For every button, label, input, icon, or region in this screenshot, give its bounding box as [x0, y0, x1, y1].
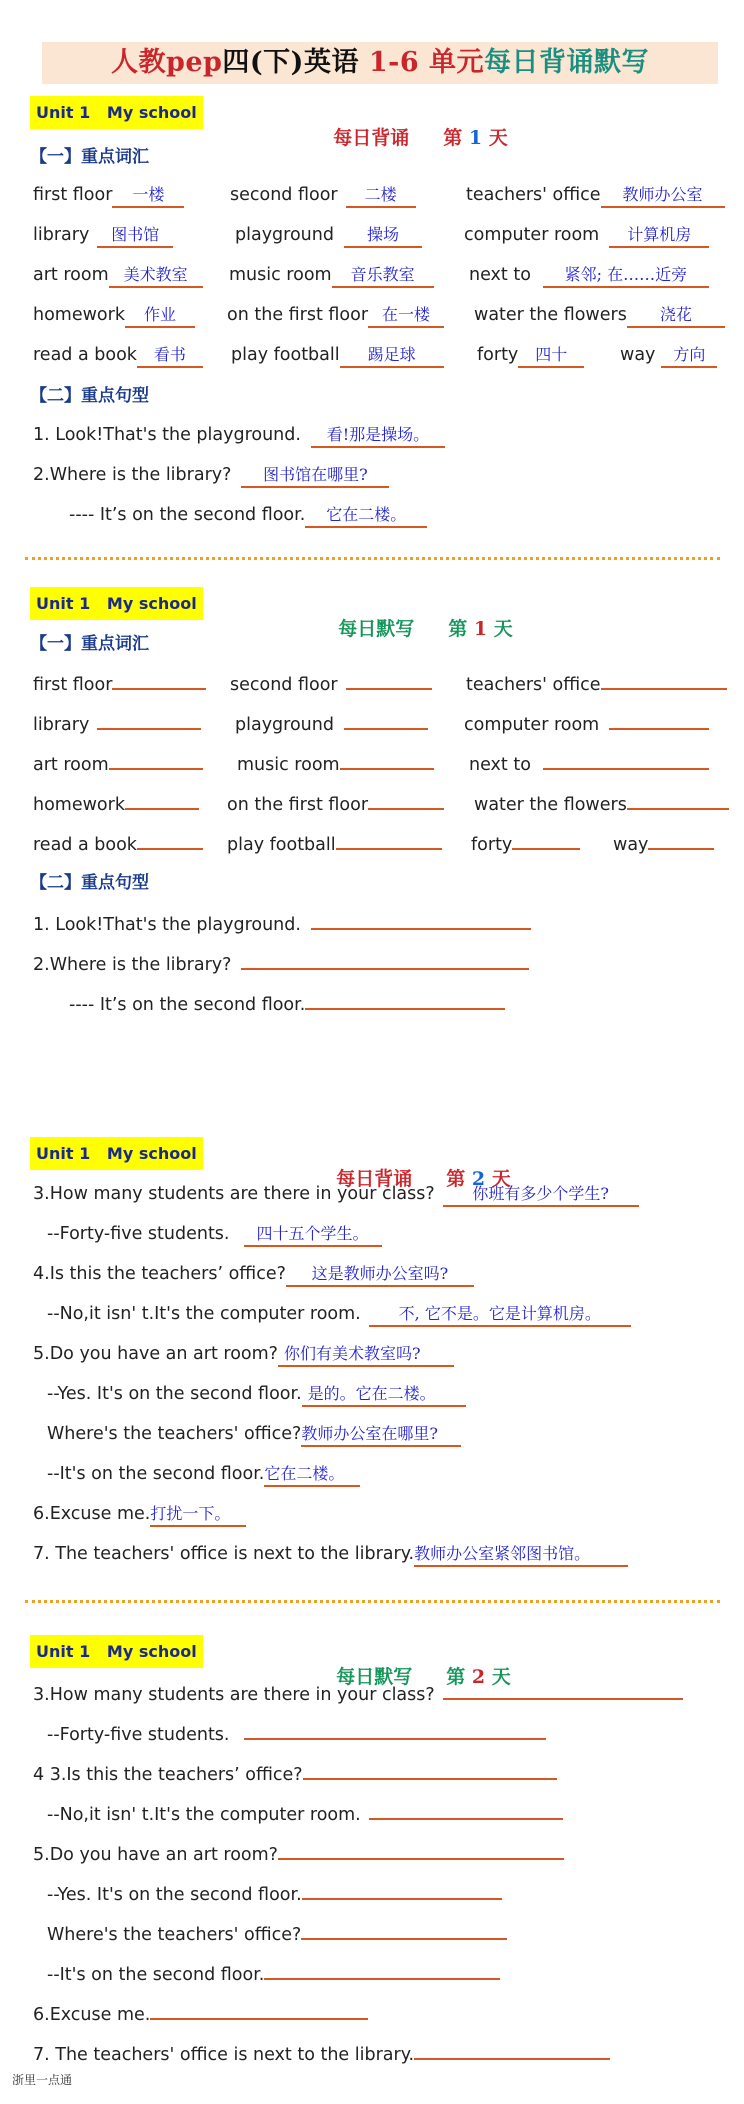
- vocab-item: computer room 计算机房: [464, 221, 709, 249]
- sentence-blank-item: 2.Where is the library?: [33, 948, 529, 976]
- vocab-item: music room 音乐教室: [229, 261, 434, 289]
- section-divider: [25, 557, 720, 560]
- unit-badge: Unit 1 My school: [30, 1635, 203, 1668]
- answer-blank[interactable]: [369, 1798, 563, 1820]
- answer-blank[interactable]: [368, 788, 444, 810]
- sentence-item: 6.Excuse me.打扰一下。: [33, 1500, 246, 1528]
- answer-blank[interactable]: [112, 668, 206, 690]
- answer-blank[interactable]: [137, 828, 203, 850]
- vocab-item: teachers' office 教师办公室: [466, 181, 725, 209]
- sentence-blank-item: 1. Look!That's the playground.: [33, 908, 531, 936]
- sentence-item: 1. Look!That's the playground. 看!那是操场。: [33, 421, 445, 449]
- vocab-item: next to 紧邻; 在……近旁: [469, 261, 709, 289]
- sentence-heading: 【二】重点句型: [30, 386, 149, 406]
- vocab-blank-item: second floor: [230, 668, 432, 696]
- answer-blank[interactable]: [336, 828, 442, 850]
- answer-blank[interactable]: [109, 748, 203, 770]
- answer-blank[interactable]: [301, 1918, 507, 1940]
- vocab-item: first floor 一楼: [33, 181, 184, 209]
- sentence-blank-item: --No,it isn' t.It's the computer room.: [47, 1798, 563, 1826]
- vocab-blank-item: homework: [33, 788, 199, 816]
- vocab-blank-item: art room: [33, 748, 203, 776]
- answer-blank[interactable]: [303, 1758, 557, 1780]
- answer-blank[interactable]: [264, 1958, 500, 1980]
- vocab-blank-item: first floor: [33, 668, 206, 696]
- sentence-blank-item: --Forty-five students.: [47, 1718, 546, 1746]
- answer-blank[interactable]: [443, 1678, 683, 1700]
- section-divider: [25, 1600, 720, 1603]
- vocab-blank-item: read a book: [33, 828, 203, 856]
- vocab-blank-item: computer room: [464, 708, 709, 736]
- sentence-blank-item: Where's the teachers' office?: [47, 1918, 507, 1946]
- sentence-item: 2.Where is the library? 图书馆在哪里?: [33, 461, 389, 489]
- sentence-blank-item: 3.How many students are there in your class?: [33, 1678, 683, 1706]
- answer-blank[interactable]: [346, 668, 432, 690]
- sentence-item: --Yes. It's on the second floor. 是的。它在二楼。: [47, 1380, 466, 1408]
- sentence-blank-item: --It's on the second floor.: [47, 1958, 500, 1986]
- footer-brand: 浙里一点通: [12, 2073, 73, 2087]
- answer-blank[interactable]: [241, 948, 529, 970]
- unit-badge: Unit 1 My school: [30, 587, 203, 620]
- answer-blank[interactable]: [150, 1998, 368, 2020]
- vocab-blank-item: water the flowers: [474, 788, 729, 816]
- answer-blank[interactable]: [414, 2038, 610, 2060]
- answer-blank[interactable]: [648, 828, 714, 850]
- sentence-blank-item: ---- It’s on the second floor.: [69, 988, 505, 1016]
- sentence-blank-item: 4 3.Is this the teachers’ office?: [33, 1758, 557, 1786]
- answer-blank[interactable]: [305, 988, 505, 1010]
- vocab-blank-item: forty: [471, 828, 580, 856]
- vocab-item: on the first floor 在一楼: [227, 301, 444, 329]
- vocab-item: homework 作业: [33, 301, 195, 329]
- vocab-blank-item: playground: [235, 708, 428, 736]
- sentence-item: 5.Do you have an art room? 你们有美术教室吗?: [33, 1340, 454, 1368]
- answer-blank[interactable]: [543, 748, 709, 770]
- sentence-item: --No,it isn' t.It's the computer room. 不, 它不是。它是计算机房。: [47, 1300, 631, 1328]
- answer-blank[interactable]: [340, 748, 434, 770]
- sentence-blank-item: 5.Do you have an art room?: [33, 1838, 564, 1866]
- sentence-blank-item: 7. The teachers' office is next to the library.: [33, 2038, 610, 2066]
- sentence-blank-item: 6.Excuse me.: [33, 1998, 368, 2026]
- page-title: 人教pep四(下)英语 1-6 单元每日背诵默写: [42, 42, 718, 84]
- vocab-item: second floor 二楼: [230, 181, 416, 209]
- sentence-item: 4.Is this the teachers’ office? 这是教师办公室吗?: [33, 1260, 474, 1288]
- answer-blank[interactable]: [609, 708, 709, 730]
- vocab-item: way 方向: [620, 341, 717, 369]
- sentence-item: ---- It’s on the second floor. 它在二楼。: [69, 501, 427, 529]
- vocab-item: play football 踢足球: [231, 341, 444, 369]
- vocab-blank-item: way: [613, 828, 714, 856]
- section-title-recite-day1: 每日背诵 第 1 天: [333, 127, 508, 149]
- sentence-item: 3.How many students are there in your class? 你班有多少个学生?: [33, 1180, 639, 1208]
- sentence-item: Where's the teachers' office?教师办公室在哪里?: [47, 1420, 461, 1448]
- vocab-blank-item: next to: [469, 748, 709, 776]
- vocab-item: art room 美术教室: [33, 261, 203, 289]
- unit-badge: Unit 1 My school: [30, 1137, 203, 1170]
- vocab-blank-item: teachers' office: [466, 668, 727, 696]
- vocab-item: playground 操场: [235, 221, 422, 249]
- vocab-blank-item: music room: [237, 748, 434, 776]
- section-title-recite-day2: 每日背诵 第 2 天: [336, 1168, 511, 1190]
- answer-blank[interactable]: [302, 1878, 502, 1900]
- answer-blank[interactable]: [601, 668, 727, 690]
- sentence-blank-item: --Yes. It's on the second floor.: [47, 1878, 502, 1906]
- vocab-item: read a book 看书: [33, 341, 203, 369]
- answer-blank[interactable]: [627, 788, 729, 810]
- answer-blank[interactable]: [97, 708, 201, 730]
- vocab-item: forty 四十: [477, 341, 584, 369]
- unit-badge: Unit 1 My school: [30, 96, 203, 129]
- sentence-heading: 【二】重点句型: [30, 873, 149, 893]
- answer-blank[interactable]: [344, 708, 428, 730]
- sentence-item: 7. The teachers' office is next to the library.教师办公室紧邻图书馆。: [33, 1540, 628, 1568]
- answer-blank[interactable]: [278, 1838, 564, 1860]
- vocab-item: water the flowers 浇花: [474, 301, 725, 329]
- answer-blank[interactable]: [311, 908, 531, 930]
- sentence-item: --Forty-five students. 四十五个学生。: [47, 1220, 382, 1248]
- vocab-blank-item: on the first floor: [227, 788, 444, 816]
- vocab-heading: 【一】重点词汇: [30, 634, 149, 654]
- section-title-dictate-day1: 每日默写 第 1 天: [338, 618, 513, 640]
- sentence-item: --It's on the second floor.它在二楼。: [47, 1460, 360, 1488]
- vocab-blank-item: play football: [227, 828, 442, 856]
- vocab-heading: 【一】重点词汇: [30, 147, 149, 167]
- answer-blank[interactable]: [512, 828, 580, 850]
- answer-blank[interactable]: [125, 788, 199, 810]
- vocab-blank-item: library: [33, 708, 201, 736]
- answer-blank[interactable]: [244, 1718, 546, 1740]
- vocab-item: library 图书馆: [33, 221, 173, 249]
- section-title-dictate-day2: 每日默写 第 2 天: [336, 1666, 511, 1688]
